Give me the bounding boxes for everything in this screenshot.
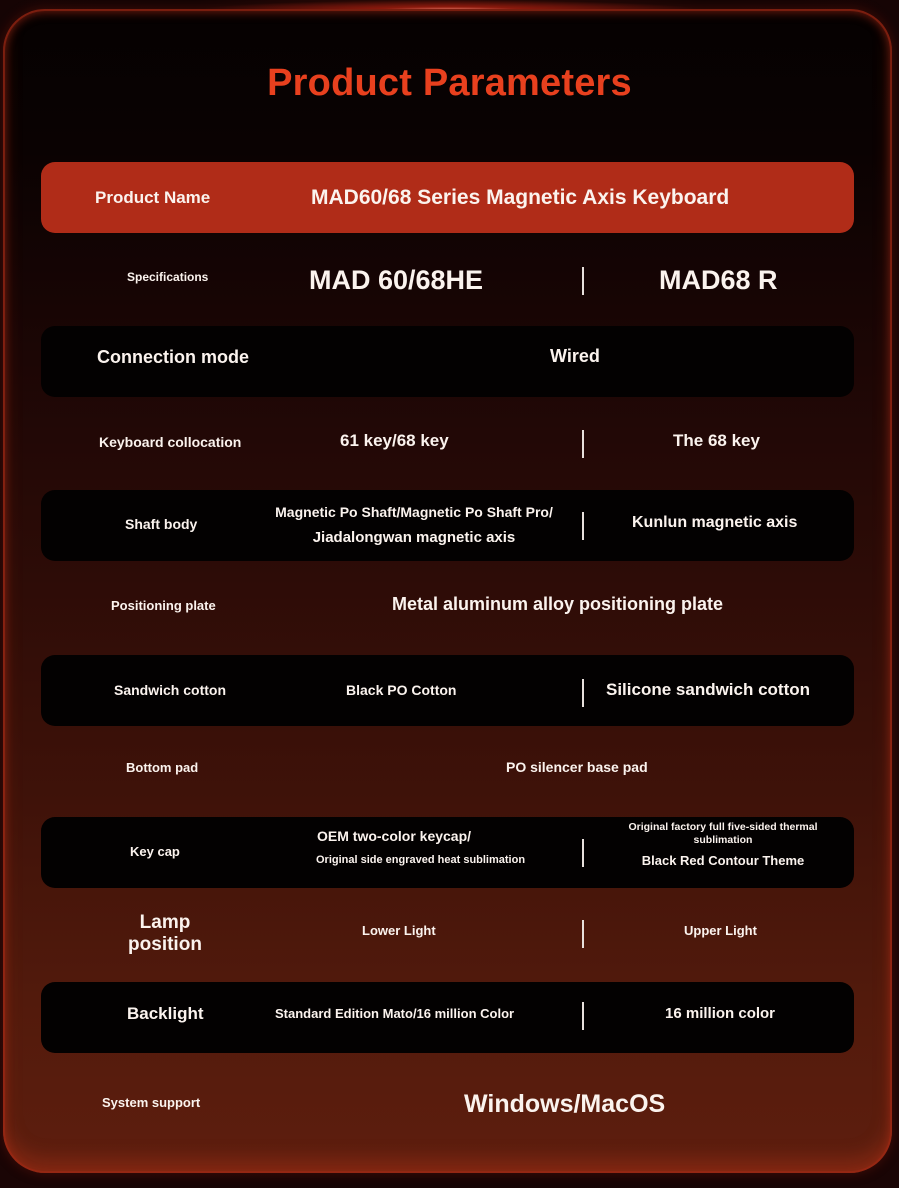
shaft-left-line2: Jiadalongwan magnetic axis xyxy=(312,529,516,546)
row-system-support xyxy=(41,1068,854,1139)
keycap-left-line1: OEM two-color keycap/ xyxy=(317,828,472,844)
keycap-right-values xyxy=(603,821,843,872)
row-label: Bottom pad xyxy=(126,760,199,775)
lamp-right-value: Upper Light xyxy=(684,923,757,938)
cotton-left-value: Black PO Cotton xyxy=(346,682,457,698)
row-bottom-pad xyxy=(41,732,854,803)
row-label: System support xyxy=(102,1095,201,1110)
row-label: Backlight xyxy=(127,1004,204,1023)
backlight-right-value: 16 million color xyxy=(665,1005,776,1022)
row-label: Connection mode xyxy=(97,347,249,367)
row-product-name xyxy=(41,162,854,233)
row-specifications xyxy=(41,246,854,317)
column-divider xyxy=(582,839,584,867)
keycap-right-line1: Original factory full five-sided thermal xyxy=(628,821,818,833)
row-shaft-body xyxy=(41,490,854,561)
cotton-right-value: Silicone sandwich cotton xyxy=(606,680,811,699)
row-label: Key cap xyxy=(130,844,180,859)
column-divider xyxy=(582,512,584,540)
row-backlight xyxy=(41,982,854,1053)
spec-left-value: MAD 60/68HE xyxy=(309,265,484,295)
page-title: Product Parameters xyxy=(267,62,632,104)
collocation-left-value: 61 key/68 key xyxy=(340,431,449,450)
row-lamp-position xyxy=(41,900,854,971)
row-value: Metal aluminum alloy positioning plate xyxy=(392,594,724,614)
column-divider xyxy=(582,267,584,295)
row-label: Specifications xyxy=(127,270,209,284)
lamp-label-line2: position xyxy=(128,934,202,955)
spec-right-value: MAD68 R xyxy=(659,265,778,295)
row-label: Positioning plate xyxy=(111,598,216,613)
keycap-left-line2: Original side engraved heat sublimation xyxy=(316,854,526,866)
row-connection-mode xyxy=(41,326,854,397)
row-value: MAD60/68 Series Magnetic Axis Keyboard xyxy=(311,185,730,209)
shaft-left-values xyxy=(255,499,573,551)
keycap-left-values xyxy=(303,825,525,873)
column-divider xyxy=(582,920,584,948)
lamp-left-value: Lower Light xyxy=(362,923,436,938)
column-divider xyxy=(582,430,584,458)
shaft-right-value: Kunlun magnetic axis xyxy=(632,514,798,531)
keycap-right-line3: Black Red Contour Theme xyxy=(641,853,805,868)
column-divider xyxy=(582,1002,584,1030)
column-divider xyxy=(582,679,584,707)
row-value: Wired xyxy=(550,346,600,366)
row-positioning-plate xyxy=(41,570,854,641)
lamp-label-line1: Lamp xyxy=(139,912,191,933)
keycap-right-line2: sublimation xyxy=(693,834,753,846)
row-label: Sandwich cotton xyxy=(114,682,226,698)
row-sandwich-cotton xyxy=(41,655,854,726)
shaft-left-line1: Magnetic Po Shaft/Magnetic Po Shaft Pro/ xyxy=(275,504,553,520)
collocation-right-value: The 68 key xyxy=(673,431,760,450)
row-key-cap xyxy=(41,817,854,888)
row-value: PO silencer base pad xyxy=(506,759,648,775)
backlight-left-value: Standard Edition Mato/16 million Color xyxy=(275,1006,515,1021)
row-label: Shaft body xyxy=(125,516,198,532)
row-value: Windows/MacOS xyxy=(464,1090,666,1118)
row-keyboard-collocation xyxy=(41,407,854,478)
row-label: Product Name xyxy=(95,187,211,207)
lamp-label xyxy=(115,912,215,956)
row-label: Keyboard collocation xyxy=(99,434,242,450)
